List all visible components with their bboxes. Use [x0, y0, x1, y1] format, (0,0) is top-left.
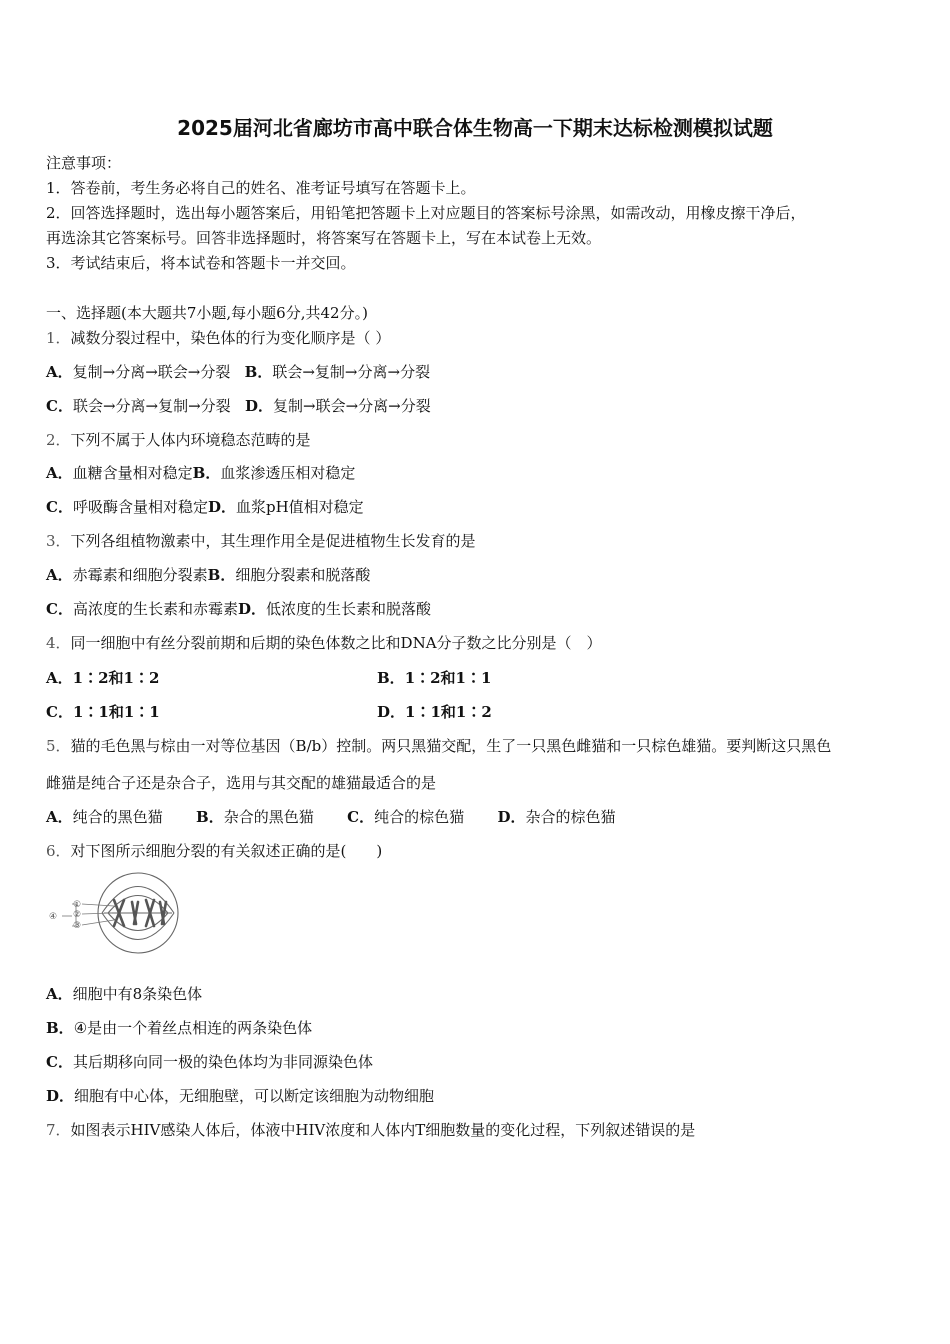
option-label: D．: [244, 397, 273, 415]
option-label: A．: [46, 363, 73, 381]
option-b: 1∶2和1∶1: [404, 669, 492, 687]
option-label: B．: [46, 1019, 74, 1037]
section-heading: 一、选择题(本大题共7小题,每小题6分,共42分。): [46, 304, 368, 322]
options-row: [46, 564, 370, 585]
option-d-row: [377, 701, 492, 722]
notice-item: 3．考试结束后，将本试卷和答题卡一并交回。: [46, 254, 356, 272]
option-d: 1∶1和1∶2: [405, 703, 492, 721]
option-label: C．: [46, 1053, 73, 1071]
option-label: C．: [46, 397, 73, 415]
option-c-row: [46, 701, 160, 722]
option-label: B．: [377, 669, 405, 687]
option-d: 杂合的棕色猫: [525, 808, 616, 826]
option-c-row: [46, 1051, 373, 1072]
question-3: [46, 530, 476, 551]
option-d-row: [46, 1085, 434, 1106]
option-label: D．: [237, 600, 266, 618]
notice-item: 再选涂其它答案标号。回答非选择题时，将答案写在答题卡上，写在本试卷上无效。: [46, 229, 602, 247]
option-d: 复制→联会→分离→分裂: [273, 397, 431, 415]
option-label: A．: [46, 566, 73, 584]
option-label: D．: [207, 498, 236, 516]
option-d: 低浓度的生长素和脱落酸: [265, 600, 431, 618]
option-b: 联会→复制→分离→分裂: [272, 363, 431, 381]
question-stem: 减数分裂过程中，染色体的行为变化顺序是（ ）: [70, 329, 391, 347]
option-b-row: [46, 1017, 312, 1038]
mark-1: ①: [73, 900, 82, 910]
option-label: C．: [46, 498, 73, 516]
option-d: 细胞有中心体，无细胞壁，可以断定该细胞为动物细胞: [74, 1087, 435, 1105]
option-label: A．: [46, 808, 73, 826]
question-4: [46, 632, 602, 653]
option-b-row: [377, 667, 491, 688]
notice-item: 2．回答选择题时，选出每小题答案后，用铅笔把答题卡上对应题目的答案标号涂黑，如需改动，用橡皮擦干净后，: [46, 204, 806, 222]
question-5-cont: 雌猫是纯合子还是杂合子，选用与其交配的雄猫最适合的是: [46, 774, 437, 792]
option-b: ④是由一个着丝点相连的两条染色体: [73, 1019, 313, 1037]
question-7: [46, 1119, 695, 1140]
page-title: 2025届河北省廊坊市高中联合体生物高一下期末达标检测模拟试题: [177, 116, 773, 140]
option-b: 杂合的黑色猫: [223, 808, 314, 826]
option-label: C．: [46, 703, 73, 721]
question-number: 2．: [46, 431, 71, 449]
option-label: A．: [46, 464, 73, 482]
question-stem: 下列不属于人体内环境稳态范畴的是: [70, 431, 311, 449]
option-label: B．: [207, 566, 236, 584]
mark-2: ②: [73, 910, 82, 920]
option-label: B．: [244, 363, 273, 381]
question-number: 5．: [46, 737, 71, 755]
option-a: 血糖含量相对稳定: [72, 464, 193, 482]
mark-3: ③: [73, 921, 82, 931]
option-a-row: [46, 983, 202, 1004]
option-b: 细胞分裂素和脱落酸: [235, 566, 371, 584]
option-label: D．: [377, 703, 406, 721]
options-row: [46, 462, 355, 483]
option-label: A．: [46, 985, 73, 1003]
options-row: [46, 496, 364, 517]
notice-item: 1．答卷前，考生务必将自己的姓名、准考证号填写在答题卡上。: [46, 179, 476, 197]
option-label: D．: [497, 808, 526, 826]
options-row: [46, 806, 616, 827]
option-a: 赤霉素和细胞分裂素: [72, 566, 208, 584]
mark-4: ④: [49, 912, 58, 922]
pointer-line: [82, 913, 112, 914]
option-c: 高浓度的生长素和赤霉素: [72, 600, 238, 618]
question-stem: 如图表示HIV感染人体后，体液中HIV浓度和人体内T细胞数量的变化过程，下列叙述错误的是: [70, 1121, 696, 1139]
question-stem: 下列各组植物激素中，其生理作用全是促进植物生长发育的是: [70, 532, 476, 550]
option-d: 血浆pH值相对稳定: [235, 498, 364, 516]
question-6: [46, 840, 382, 861]
question-1: [46, 327, 390, 348]
cell-division-diagram: [46, 868, 181, 958]
options-row: [46, 395, 431, 416]
option-label: A．: [46, 669, 73, 687]
option-label: B．: [196, 808, 224, 826]
option-c: 1∶1和1∶1: [72, 703, 160, 721]
question-number: 3．: [46, 532, 71, 550]
option-label: C．: [46, 600, 73, 618]
question-5: [46, 735, 831, 756]
option-c: 其后期移向同一极的染色体均为非同源染色体: [72, 1053, 373, 1071]
option-c: 联会→分离→复制→分裂: [72, 397, 231, 415]
option-a: 1∶2和1∶2: [72, 669, 160, 687]
option-a-row: [46, 667, 159, 688]
notice-heading: 注意事项：: [46, 154, 122, 172]
option-c: 纯合的棕色猫: [374, 808, 465, 826]
option-label: B．: [192, 464, 221, 482]
options-row: [46, 361, 430, 382]
option-label: D．: [46, 1087, 75, 1105]
option-a: 细胞中有8条染色体: [72, 985, 203, 1003]
question-stem: 猫的毛色黑与棕由一对等位基因（B/b）控制。两只黑猫交配，生了一只黑色雌猫和一只棕色雄猫。要判断这只黑色: [70, 737, 832, 755]
option-c: 呼吸酶含量相对稳定: [72, 498, 208, 516]
option-b: 血浆渗透压相对稳定: [220, 464, 356, 482]
options-row: [46, 598, 431, 619]
question-number: 6．: [46, 842, 71, 860]
question-number: 1．: [46, 329, 71, 347]
option-a: 纯合的黑色猫: [72, 808, 163, 826]
option-label: C．: [347, 808, 375, 826]
question-stem: 同一细胞中有丝分裂前期和后期的染色体数之比和DNA分子数之比分别是（ ）: [70, 634, 602, 652]
question-2: [46, 429, 311, 450]
question-number: 4．: [46, 634, 71, 652]
question-stem: 对下图所示细胞分裂的有关叙述正确的是( ): [70, 842, 383, 860]
question-number: 7．: [46, 1121, 71, 1139]
option-a: 复制→分离→联会→分裂: [72, 363, 231, 381]
